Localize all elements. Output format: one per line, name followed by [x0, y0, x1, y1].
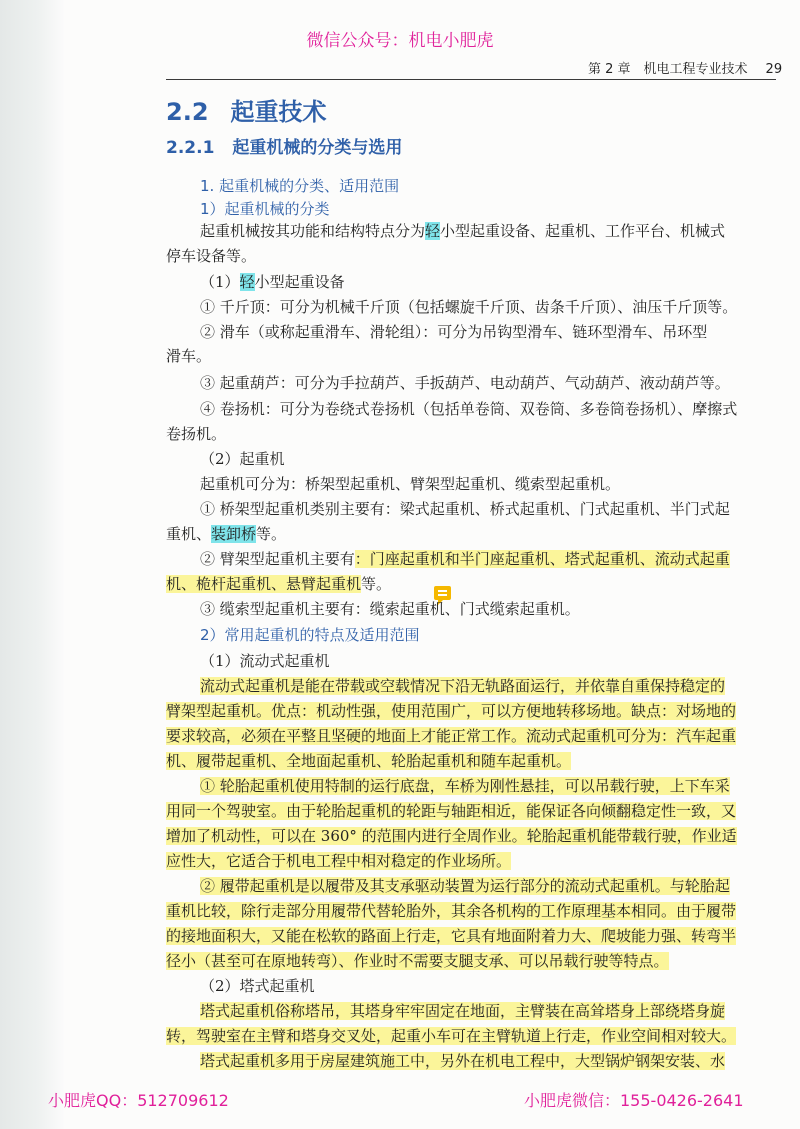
highlight-cyan: 轻	[425, 222, 441, 240]
text-line: 滑车。	[166, 347, 212, 365]
running-head-chapter: 第 2 章 机电工程专业技术	[588, 62, 748, 77]
text-line	[166, 751, 571, 771]
page-binding-shadow	[0, 0, 64, 1129]
text-line	[200, 676, 725, 696]
highlight-yellow: 机、桅杆起重机、悬臂起重机	[166, 575, 362, 593]
text-line	[166, 701, 736, 721]
section-number: 2.2	[166, 98, 209, 126]
comment-icon-line	[438, 590, 447, 592]
text-line: 卷扬机。	[166, 425, 227, 443]
text-line: 停车设备等。	[166, 247, 257, 265]
highlight-yellow: ：门座起重机和半门座起重机、塔式起重机、流动式起重	[354, 550, 730, 568]
text-line	[166, 851, 511, 871]
heading-1-1: 1）起重机械的分类	[200, 200, 330, 218]
subheading-tower-crane: （2）塔式起重机	[200, 977, 315, 995]
subsection-title: 起重机械的分类与选用	[232, 138, 403, 158]
text-line	[166, 826, 737, 846]
highlight-yellow: 转，驾驶室在主臂和塔身交叉处，起重小车可在主臂轨道上行走，作业空间相对较大。	[166, 1027, 737, 1045]
highlight-yellow: 流动式起重机是能在带载或空载情况下沿无轨路面运行，并依靠自重保持稳定的	[200, 677, 726, 695]
highlight-yellow: 径小（甚至可在原地转弯）、作业时不需要支腿支承、可以吊载行驶等特点。	[166, 952, 669, 970]
subheading-light-lifting: （1）轻小型起重设备	[200, 273, 345, 291]
subheading-mobile-crane: （1）流动式起重机	[200, 652, 330, 670]
watermark-qq: 小肥虎QQ：512709612	[48, 1091, 229, 1110]
text-line: 起重机械按其功能和结构特点分为轻小型起重设备、起重机、工作平台、机械式	[200, 222, 726, 240]
highlight-yellow: 要求较高，必须在平整且坚硬的地面上才能正常工作。流动式起重机可分为：汽车起重	[166, 727, 737, 745]
text-line	[200, 876, 730, 896]
text-line	[166, 1026, 736, 1046]
comment-icon[interactable]	[434, 586, 451, 600]
running-head	[588, 58, 782, 77]
subsection-heading	[166, 133, 402, 158]
highlight-yellow: 的接地面积大，又能在松软的路面上行走，它具有地面附着力大、爬坡能力强、转弯半	[166, 927, 737, 945]
text-line	[200, 776, 730, 796]
highlight-yellow: 塔式起重机多用于房屋建筑施工中，另外在机电工程中，大型锅炉钢架安装、水	[200, 1052, 726, 1070]
text-line: ③ 起重葫芦：可分为手拉葫芦、手扳葫芦、电动葫芦、气动葫芦、液动葫芦等。	[200, 374, 730, 392]
text-line: ② 滑车（或称起重滑车、滑轮组）：可分为吊钩型滑车、链环型滑车、吊环型	[200, 323, 708, 341]
page-number: 29	[765, 62, 783, 77]
highlight-yellow: 增加了机动性，可以在 360° 的范围内进行全周作业。轮胎起重机能带载行驶，作业适	[166, 827, 737, 845]
subheading-crane: （2）起重机	[200, 450, 285, 468]
text-line: 重机、装卸桥等。	[166, 525, 287, 543]
header-rule	[166, 79, 776, 80]
text-line: ① 桥架型起重机类别主要有：梁式起重机、桥式起重机、门式起重机、半门式起	[200, 500, 730, 518]
highlight-yellow: 机、履带起重机、全地面起重机、轮胎起重机和随车起重机。	[166, 752, 572, 770]
highlight-cyan: 轻	[239, 273, 255, 291]
text-line	[200, 1051, 725, 1071]
highlight-cyan: 装卸桥	[211, 525, 257, 543]
section-heading	[166, 92, 327, 127]
highlight-yellow: 臂架型起重机。优点：机动性强，使用范围广，可以方便地转移场地。缺点：对场地的	[166, 702, 737, 720]
text-line: ④ 卷扬机：可分为卷绕式卷扬机（包括单卷筒、双卷筒、多卷筒卷扬机）、摩擦式	[200, 400, 738, 418]
text-line	[200, 1001, 725, 1021]
text-line: ② 臂架型起重机主要有：门座起重机和半门座起重机、塔式起重机、流动式起重	[200, 550, 730, 568]
highlight-yellow: 重机比较，除行走部分用履带代替轮胎外，其余各机构的工作原理基本相同。由于履带	[166, 902, 737, 920]
section-title: 起重技术	[230, 98, 327, 126]
text-line	[166, 926, 736, 946]
comment-icon-line	[438, 594, 447, 596]
highlight-yellow: 应性大，它适合于机电工程中相对稳定的作业场所。	[166, 852, 512, 870]
text-line	[166, 801, 736, 821]
heading-1-2: 2）常用起重机的特点及适用范围	[200, 626, 420, 644]
highlight-yellow: 塔式起重机俗称塔吊，其塔身牢牢固定在地面，主臂装在高耸塔身上部绕塔身旋	[200, 1002, 726, 1020]
text-line: ① 千斤顶：可分为机械千斤顶（包括螺旋千斤顶、齿条千斤顶）、油压千斤顶等。	[200, 298, 738, 316]
text-line: 起重机可分为：桥架型起重机、臂架型起重机、缆索型起重机。	[200, 475, 621, 493]
subsection-number: 2.2.1	[166, 138, 215, 158]
watermark-top: 微信公众号：机电小肥虎	[306, 31, 494, 51]
highlight-yellow: ② 履带起重机是以履带及其支承驱动装置为运行部分的流动式起重机。与轮胎起	[200, 877, 730, 895]
watermark-wechat: 小肥虎微信：155-0426-2641	[524, 1091, 744, 1110]
text-line: ③ 缆索型起重机主要有：缆索起重机、门式缆索起重机。	[200, 600, 580, 618]
highlight-yellow: ① 轮胎起重机使用特制的运行底盘，车桥为刚性悬挂，可以吊载行驶，上下车采	[200, 777, 730, 795]
highlight-yellow: 用同一个驾驶室。由于轮胎起重机的轮距与轴距相近，能保证各向倾翻稳定性一致，又	[166, 802, 737, 820]
text-line	[166, 726, 736, 746]
text-line	[166, 951, 669, 971]
heading-1: 1. 起重机械的分类、适用范围	[200, 177, 400, 195]
text-line: 机、桅杆起重机、悬臂起重机等。	[166, 575, 392, 593]
text-line	[166, 901, 736, 921]
